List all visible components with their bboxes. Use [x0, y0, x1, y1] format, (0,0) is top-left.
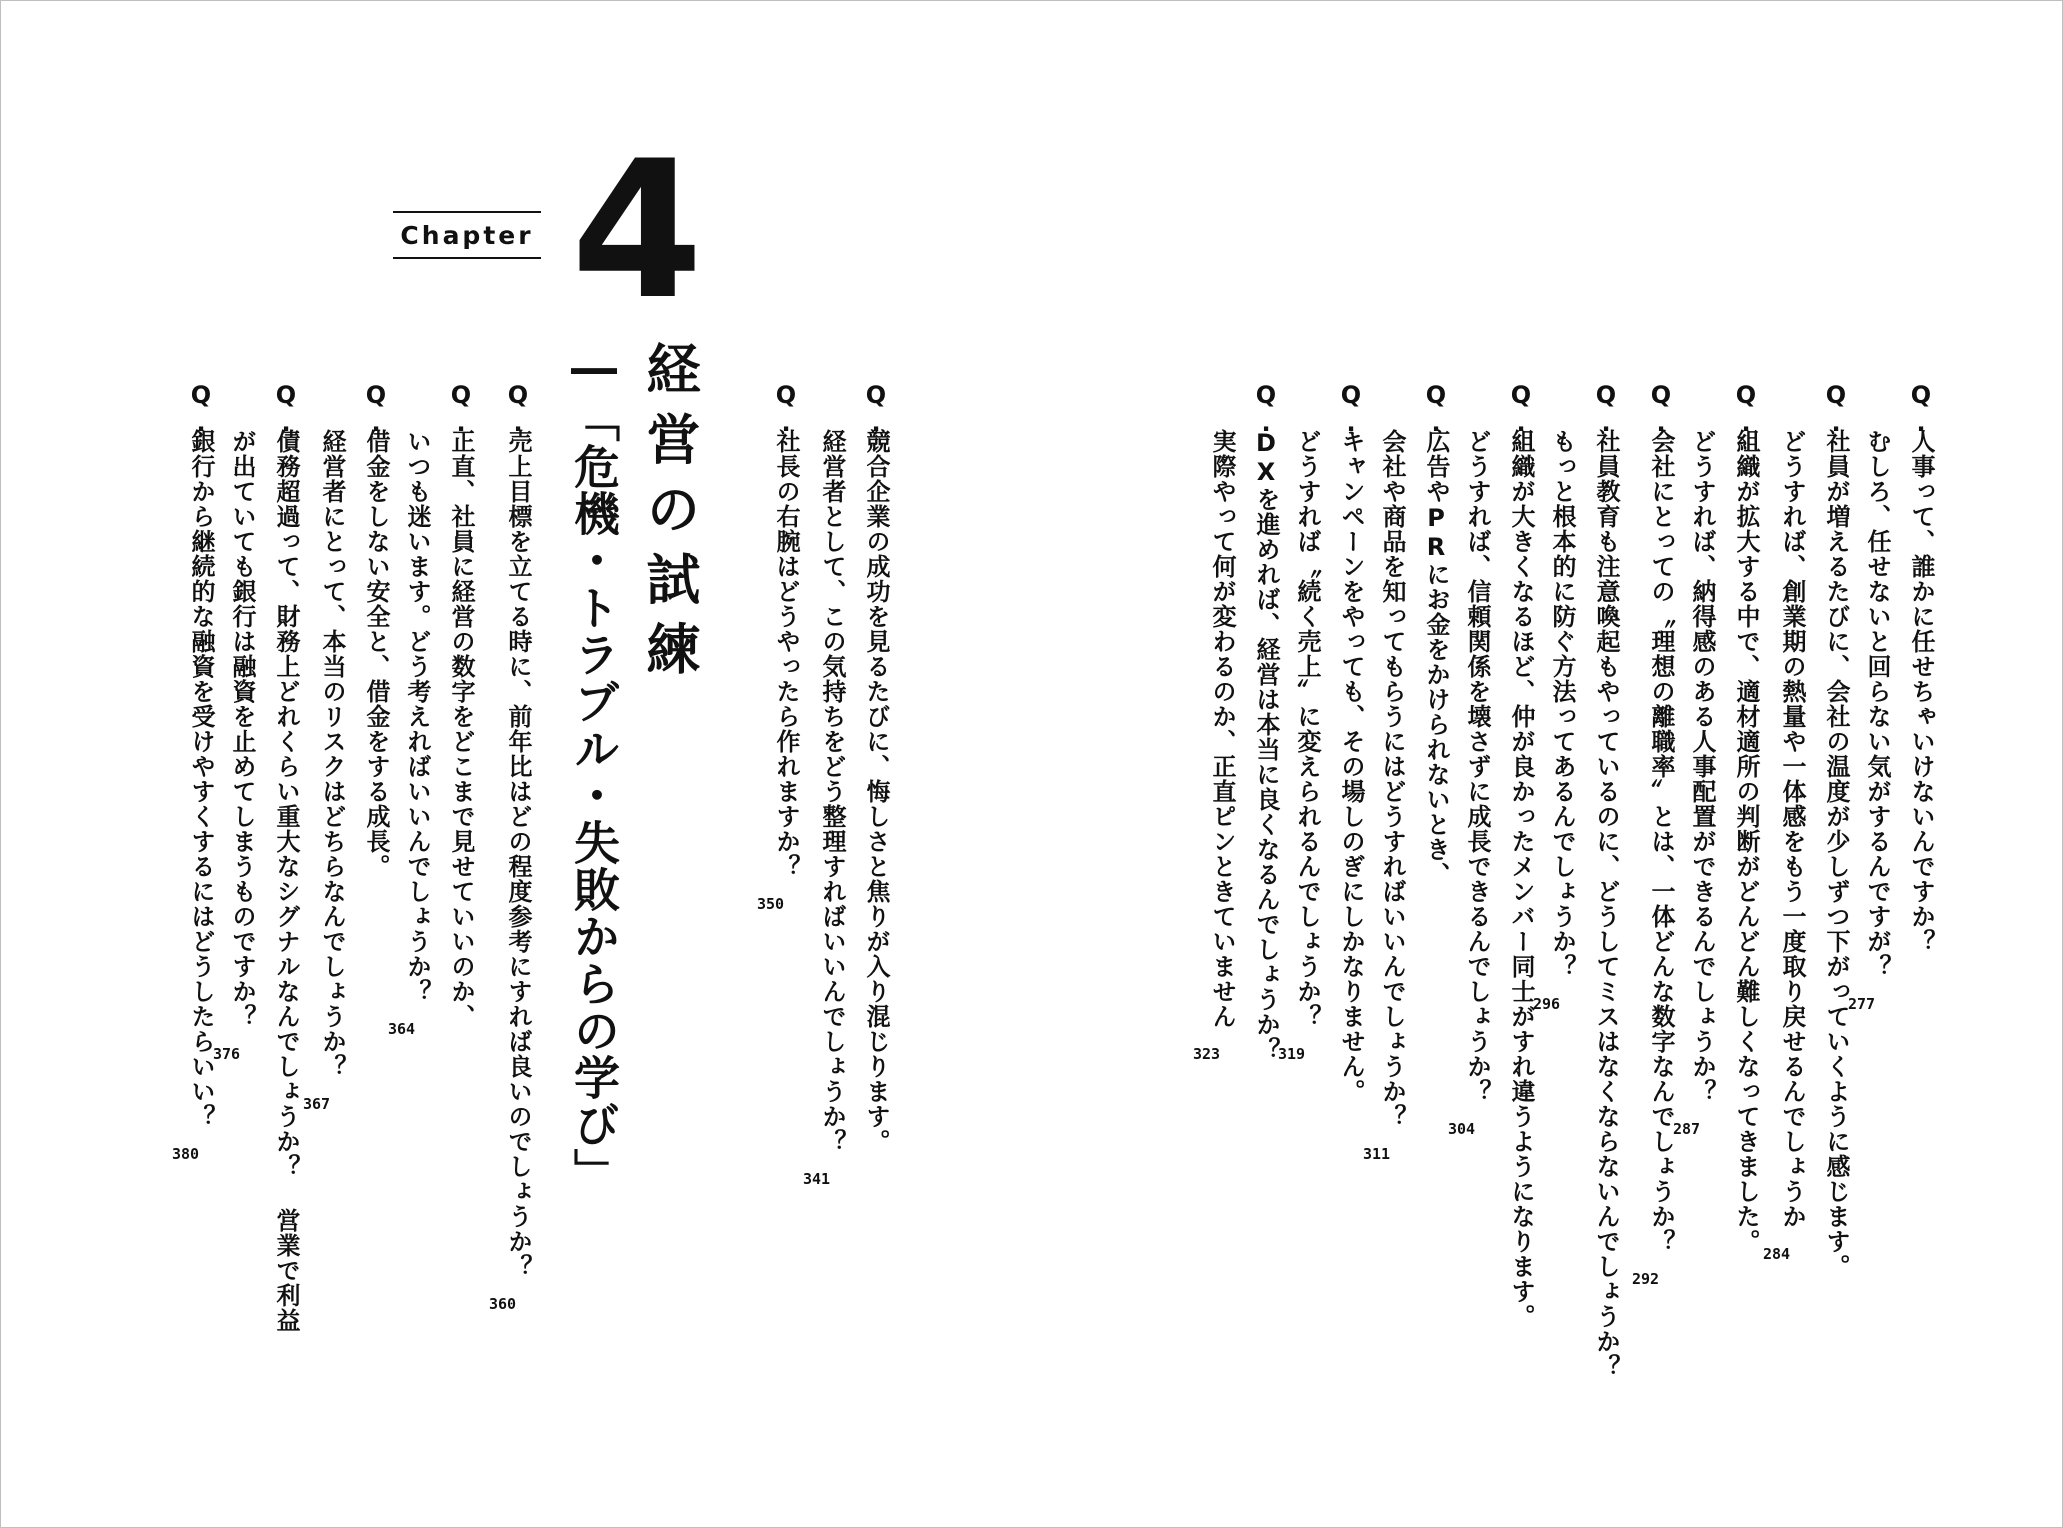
- page-number: 380: [172, 1145, 200, 1163]
- question-marker: Q.: [187, 381, 215, 437]
- question-line: 人事って、誰かに任せちゃいけないんですか？: [1907, 429, 1935, 954]
- question-line: 債務超過って、財務上どれくらい重大なシグナルなんでしょうか？ 営業で利益: [272, 429, 300, 1333]
- chapter-label: Chapter: [393, 211, 541, 259]
- page-number: 350: [757, 895, 785, 913]
- question-line: 社員教育も注意喚起もやっているのに、どうしてミスはなくならないんでしょうか？: [1592, 429, 1620, 1379]
- question-line: 社長の右腕はどうやったら作れますか？: [772, 429, 800, 879]
- question-line: 売上目標を立てる時に、前年比はどの程度参考にすれば良いのでしょうか？: [504, 429, 532, 1279]
- question-line: むしろ、任せないと回らない気がするんですが？: [1863, 429, 1891, 979]
- question-line: 正直、社員に経営の数字をどこまで見せていいのか、: [447, 429, 475, 1029]
- question-line: どうすれば〝続く売上〟に変えられるんでしょうか？: [1293, 429, 1321, 1029]
- question-marker: Q.: [1647, 381, 1675, 437]
- question-line: 会社や商品を知ってもらうにはどうすればいいんでしょうか？: [1378, 429, 1406, 1129]
- question-line: キャンペーンをやっても、その場しのぎにしかなりません。: [1337, 429, 1365, 1104]
- question-line: もっと根本的に防ぐ方法ってあるんでしょうか？: [1548, 429, 1576, 979]
- question-marker: Q.: [1732, 381, 1760, 437]
- page-number: 360: [489, 1295, 517, 1313]
- question-line: 借金をしない安全と、借金をする成長。: [362, 429, 390, 879]
- question-line: 競合企業の成功を見るたびに、悔しさと焦りが入り混じります。: [862, 429, 890, 1154]
- chapter-number: 4: [571, 120, 704, 341]
- question-marker: Q.: [1907, 381, 1935, 437]
- question-marker: Q.: [447, 381, 475, 437]
- question-marker: Q.: [1592, 381, 1620, 437]
- page-number: 367: [303, 1095, 331, 1113]
- page-number: 376: [213, 1045, 241, 1063]
- page-number: 277: [1848, 995, 1876, 1013]
- question-line: どうすれば、納得感のある人事配置ができるんでしょうか？: [1688, 429, 1716, 1104]
- question-line: DXを進めれば、経営は本当に良くなるんでしょうか？: [1252, 429, 1280, 1062]
- question-marker: Q.: [772, 381, 800, 437]
- question-line: 経営者として、この気持ちをどう整理すればいいんでしょうか？: [818, 429, 846, 1154]
- page-number: 311: [1363, 1145, 1391, 1163]
- question-line: 組織が大きくなるほど、仲が良かったメンバー同士がすれ違うようになります。: [1507, 429, 1535, 1329]
- question-line: どうすれば、信頼関係を壊さずに成長できるんでしょうか？: [1463, 429, 1491, 1104]
- page-number: 292: [1632, 1270, 1660, 1288]
- question-marker: Q.: [1507, 381, 1535, 437]
- question-marker: Q.: [1822, 381, 1850, 437]
- question-line: 社員が増えるたびに、会社の温度が少しずつ下がっていくように感じます。: [1822, 429, 1850, 1279]
- question-line: 組織が拡大する中で、適材適所の判断がどんどん難しくなってきました。: [1732, 429, 1760, 1254]
- question-marker: Q.: [1252, 381, 1280, 437]
- chapter-title: 経営の試練: [638, 341, 701, 691]
- chapter-subtitle: ―「危機・トラブル・失敗からの学び」: [567, 341, 621, 1195]
- page-number: 284: [1763, 1245, 1791, 1263]
- page-number: 287: [1673, 1120, 1701, 1138]
- question-line: 銀行から継続的な融資を受けやすくするにはどうしたらいい？: [187, 429, 215, 1129]
- page-number: 319: [1278, 1045, 1306, 1063]
- question-line: が出ていても銀行は融資を止めてしまうものですか？: [228, 429, 256, 1029]
- page-number: 296: [1533, 995, 1561, 1013]
- question-marker: Q.: [862, 381, 890, 437]
- question-line: いつも迷います。どう考えればいいんでしょうか？: [403, 429, 431, 1004]
- question-line: 実際やって何が変わるのか、正直ピンときていません: [1208, 429, 1236, 1029]
- question-marker: Q.: [1337, 381, 1365, 437]
- question-marker: Q.: [362, 381, 390, 437]
- question-marker: Q.: [504, 381, 532, 437]
- question-marker: Q.: [1422, 381, 1450, 437]
- question-line: 広告やPRにお金をかけられないとき、: [1422, 429, 1450, 887]
- question-line: 経営者にとって、本当のリスクはどちらなんでしょうか？: [318, 429, 346, 1079]
- question-line: 会社にとっての〝理想の離職率〟とは、一体どんな数字なんでしょうか？: [1647, 429, 1675, 1254]
- page-number: 323: [1193, 1045, 1221, 1063]
- page-number: 364: [388, 1020, 416, 1038]
- page-number: 341: [803, 1170, 831, 1188]
- page-number: 304: [1448, 1120, 1476, 1138]
- question-line: どうすれば、創業期の熱量や一体感をもう一度取り戻せるんでしょうか: [1778, 429, 1806, 1229]
- question-marker: Q.: [272, 381, 300, 437]
